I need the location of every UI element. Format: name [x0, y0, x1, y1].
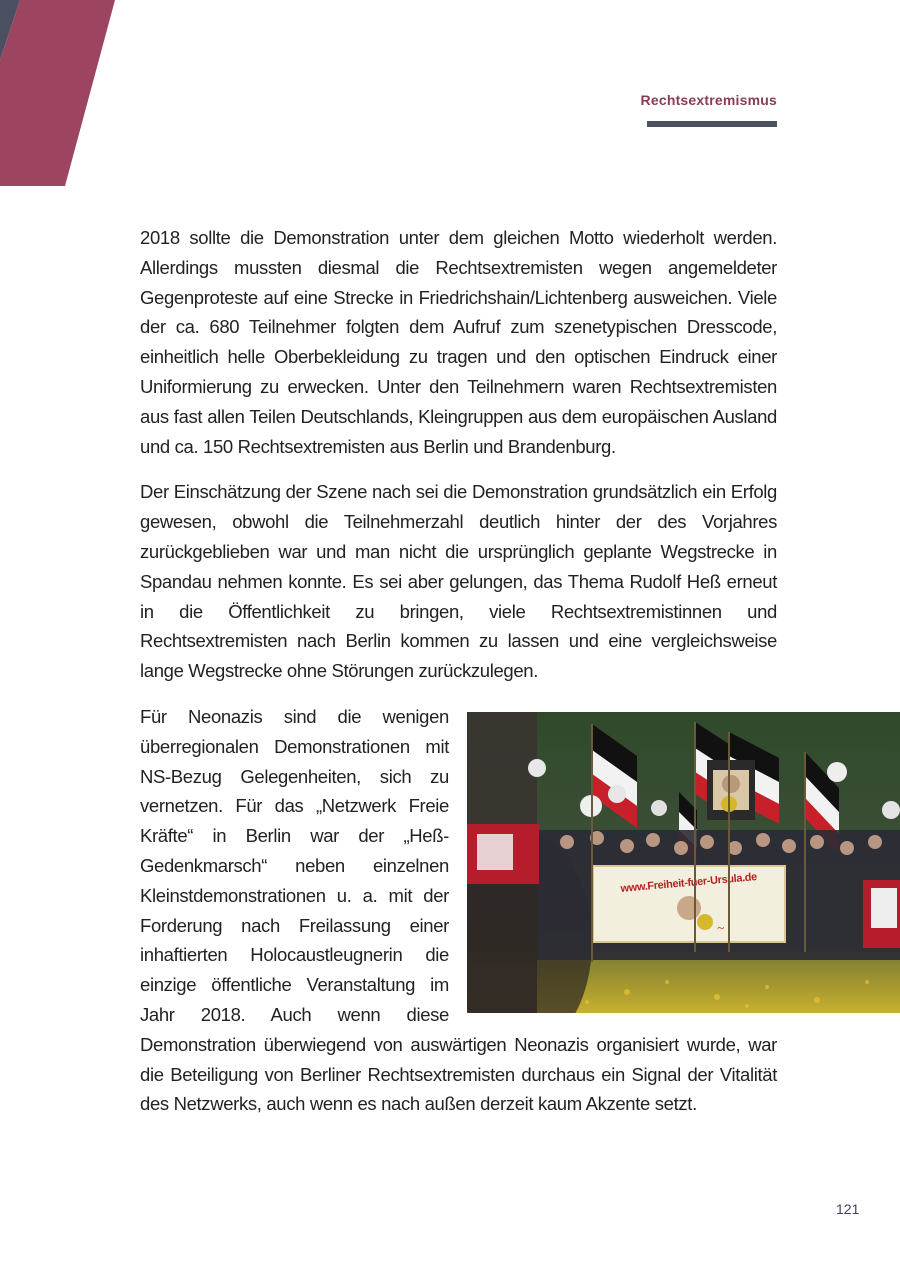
demonstration-photo — [467, 712, 900, 1013]
section-label: Rechtsextremismus — [640, 92, 777, 108]
paragraph-3: Für Neonazis sind die wenigen überregionalen Demonstrationen mit NS-Bezug Gelegenheiten, sich zu vernetzen. Für das „Netzwerk Freie Kräfte“ in Berlin war der „Heß-Gedenkmarsch“ neben einzelnen Kleinstdemonstrationen u. a. mit der Forderung nach Freilassung einer inhaftierten Holocaustleugnerin die einzige öffentliche Veranstaltung im Jahr 2018. Auch wenn diese Demonstration überwiegend von auswärtigen Neonazis organisiert wurde, war die Beteiligung von Berliner Rechtsextremisten durchaus ein Signal der Vitalität des Netzwerks, auch wenn es nach außen derzeit kaum Akzente setzt. — [140, 705, 777, 1115]
banner-text: www.Freiheit-fuer-Ursula.de — [620, 871, 758, 895]
page-number: 121 — [836, 1201, 860, 1217]
paragraph-1: 2018 sollte die Demonstration unter dem gleichen Motto wiederholt werden. Allerdings mussten diesmal die Rechtsextremisten wegen angemeldeter Gegenproteste auf eine Strecke in Friedrichshain/Lichtenberg ausweichen. Viele der ca. 680 Teilnehmer folgten dem Aufruf zum szenetypischen Dresscode, einheitlich helle Oberbekleidung zu tragen und den optischen Eindruck einer Uniformierung zu erwecken. Unter den Teilnehmern waren Rechtsextremisten aus fast allen Teilen Deutschlands, Kleingruppen aus dem europäischen Ausland und ca. 150 Rechtsextremisten aus Berlin und Brandenburg. — [140, 227, 777, 457]
corner-decoration — [0, 0, 120, 186]
paragraph-with-photo — [140, 702, 777, 1119]
svg-text:~: ~ — [717, 919, 724, 935]
header-rule — [647, 121, 777, 127]
body-text — [140, 223, 777, 1135]
paragraph-2: Der Einschätzung der Szene nach sei die Demonstration grundsätzlich ein Erfolg gewesen, obwohl die Teilnehmerzahl deutlich hinter der des Vorjahres zurückgeblieben war und man nicht die ursprünglich geplante Wegstrecke in Spandau nehmen konnte. Es sei aber gelungen, das Thema Rudolf Heß erneut in die Öffentlichkeit zu bringen, viele Rechtsextremistinnen und Rechtsextremisten nach Berlin kommen zu lassen und eine vergleichsweise lange Wegstrecke ohne Störungen zurückzulegen. — [140, 481, 777, 682]
